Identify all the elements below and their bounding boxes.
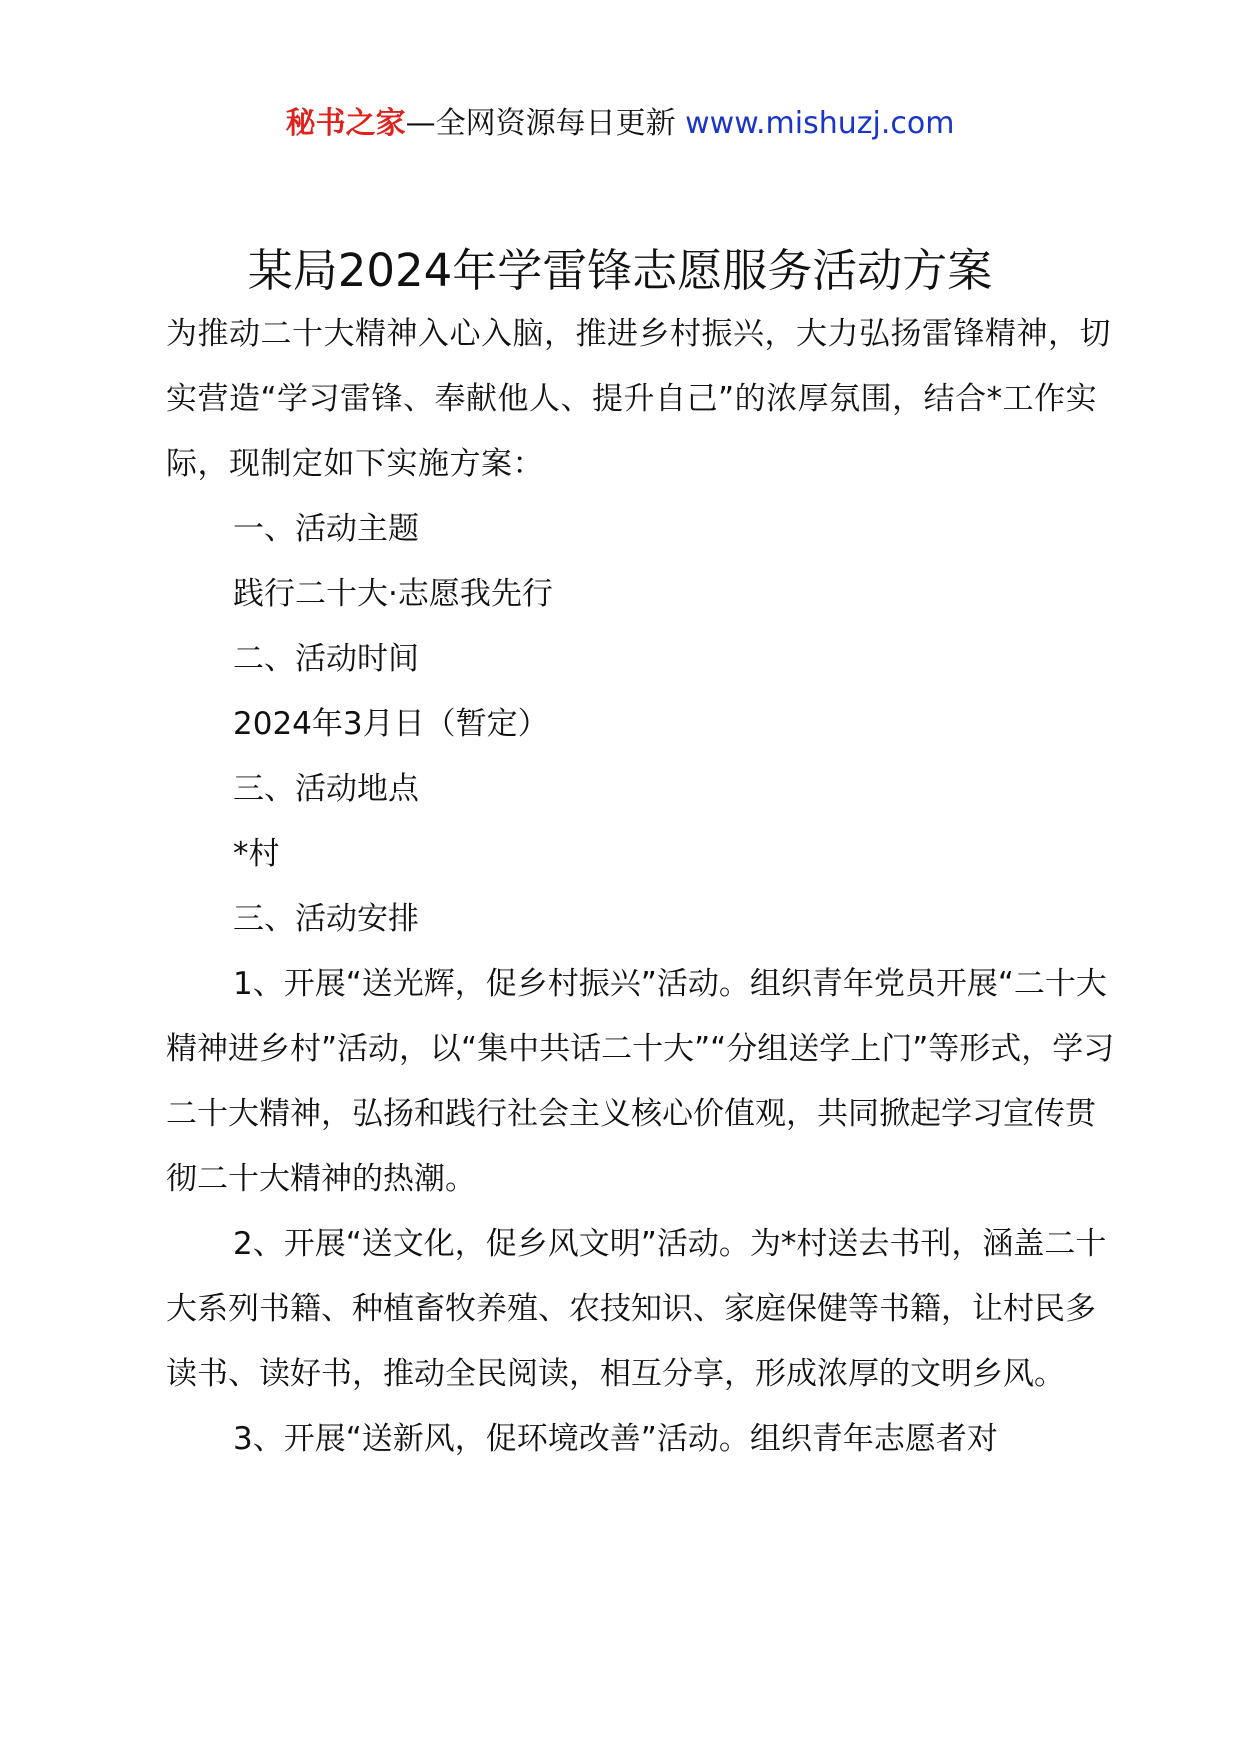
section-heading-arrangement: 三、活动安排: [233, 901, 419, 937]
section-heading-location: 三、活动地点: [233, 771, 419, 807]
site-header: [0, 104, 1240, 144]
document-body: [166, 302, 1116, 1472]
section-body-theme: 践行二十大·志愿我先行: [233, 576, 553, 612]
section-heading-time: 二、活动时间: [233, 641, 419, 677]
intro-paragraph: 为推动二十大精神入心入脑，推进乡村振兴，大力弘扬雷锋精神，切实营造“学习雷锋、奉献他人、提升自己”的浓厚氛围，结合*工作实际，现制定如下实施方案：: [166, 316, 1111, 482]
site-brand: 秘书之家: [285, 106, 406, 141]
document-title: 某局2024年学雷锋志愿服务活动方案: [247, 244, 993, 297]
arrangement-item-2: 2、开展“送文化，促乡风文明”活动。为*村送去书刊，涵盖二十大系列书籍、种植畜牧养殖、农技知识、家庭保健等书籍，让村民多读书、读好书，推动全民阅读，相互分享，形成浓厚的文明乡风。: [166, 1226, 1107, 1392]
arrangement-item-3: 3、开展“送新风，促环境改善”活动。组织青年志愿者对: [233, 1421, 998, 1457]
site-tagline: —全网资源每日更新: [405, 106, 676, 141]
section-heading-theme: 一、活动主题: [233, 511, 419, 547]
site-url-link[interactable]: www.mishuzj.com: [685, 106, 955, 141]
arrangement-item-1: 1、开展“送光辉，促乡村振兴”活动。组织青年党员开展“二十大精神进乡村”活动，以“集中共话二十大”“分组送学上门”等形式，学习二十大精神，弘扬和践行社会主义核心价值观，共同掀起学习宣传贯彻二十大精神的热潮。: [166, 966, 1115, 1197]
section-body-location: *村: [233, 836, 280, 872]
section-body-time: 2024年3月日（暂定）: [233, 706, 549, 742]
